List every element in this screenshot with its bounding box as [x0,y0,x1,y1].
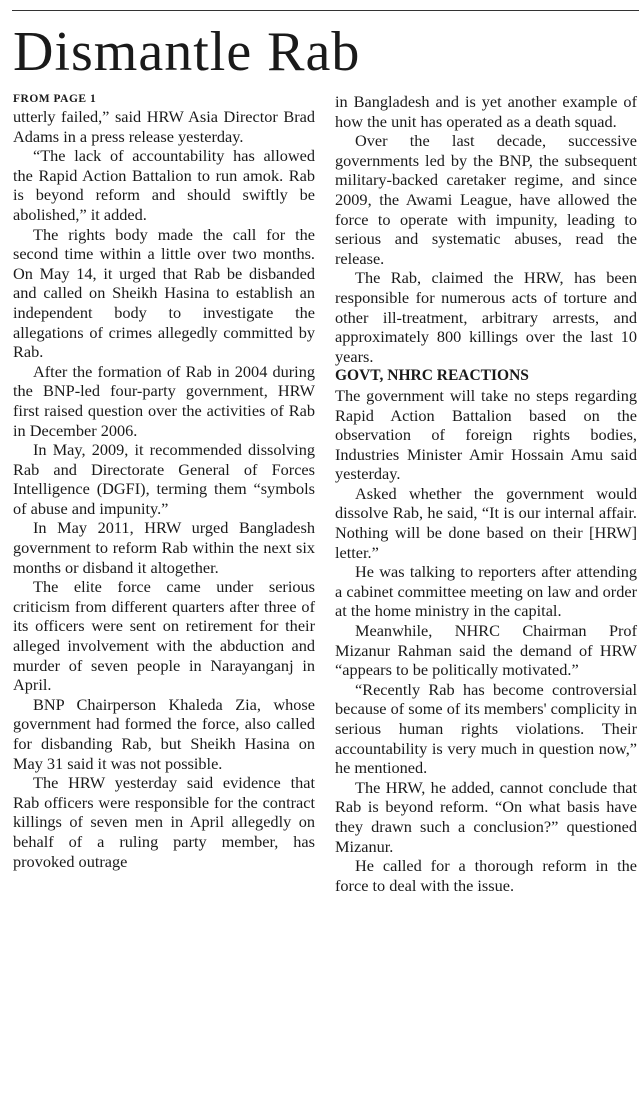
paragraph: The government will take no steps regarding Rapid Action Battalion based on the observation of foreign rights bodies, Industries Minister Amir Hossain Amu said yesterday. [335,385,637,484]
continued-label: FROM PAGE 1 [13,93,97,105]
paragraph: He was talking to reporters after attending a cabinet committee meeting on law and order at the home ministry in the capital. [335,562,637,621]
paragraph: The elite force came under serious criticism from different quarters after three of its officers were sent on retirement for their alleged involvement with the abduction and murder of seven people in Narayanganj in April. [13,577,315,695]
paragraph: Asked whether the government would dissolve Rab, he said, “It is our internal affair. Nothing will be done based on their [HRW] letter.” [335,483,637,562]
paragraph: in Bangladesh and is yet another example of how the unit has operated as a death squad. [335,92,637,131]
paragraph: After the formation of Rab in 2004 during the BNP-led four-party government, HRW first raised question over the activities of Rab in December 2006. [13,361,315,440]
right-column [335,92,637,895]
paragraph: BNP Chairperson Khaleda Zia, whose government had formed the force, also called for disbanding Rab, but Sheikh Hasina on May 31 said it was not possible. [13,694,315,773]
paragraph: The rights body made the call for the second time within a little over two months. On May 14, it urged that Rab be disbanded and called on Sheikh Hasina to establish an independent body to investigate the allegations of crimes allegedly committed by Rab. [13,224,315,362]
paragraph: “Recently Rab has become controversial because of some of its members' complicity in serious human rights violations. Their accountability is very much in question now,” he mentioned. [335,679,637,778]
paragraph: Meanwhile, NHRC Chairman Prof Mizanur Rahman said the demand of HRW “appears to be politically motivated.” [335,621,637,680]
paragraph: In May, 2009, it recommended dissolving Rab and Directorate General of Forces Intelligence (DGFI), terming them “symbols of abuse and impunity.” [13,440,315,518]
subhead: GOVT, NHRC REACTIONS [335,367,529,385]
left-column [13,92,315,871]
headline: Dismantle Rab [13,21,361,83]
paragraph: In May 2011, HRW urged Bangladesh government to reform Rab within the next six months or disband it altogether. [13,518,315,577]
paragraph: The Rab, claimed the HRW, has been responsible for numerous acts of torture and other ill-treatment, arbitrary arrests, and approximately 800 killings over the last 10 years. [335,268,637,366]
paragraph: utterly failed,” said HRW Asia Director Brad Adams in a press release yesterday. [13,107,315,146]
paragraph: The HRW, he added, cannot conclude that Rab is beyond reform. “On what basis have they drawn such a conclusion?” questioned Mizanur. [335,777,637,856]
top-rule [12,10,639,11]
paragraph: Over the last decade, successive governments led by the BNP, the subsequent military-backed caretaker regime, and since 2009, the Awami League, have allowed the force to operate with impunity, leading to serious and systematic abuses, read the release. [335,131,637,268]
paragraph: The HRW yesterday said evidence that Rab officers were responsible for the contract killings of seven men in April allegedly on behalf of a ruling party member, has provoked outrage [13,773,315,871]
paragraph: “The lack of accountability has allowed the Rapid Action Battalion to run amok. Rab is beyond reform and should swiftly be abolished,” it added. [13,146,315,224]
paragraph: He called for a thorough reform in the force to deal with the issue. [335,856,637,895]
